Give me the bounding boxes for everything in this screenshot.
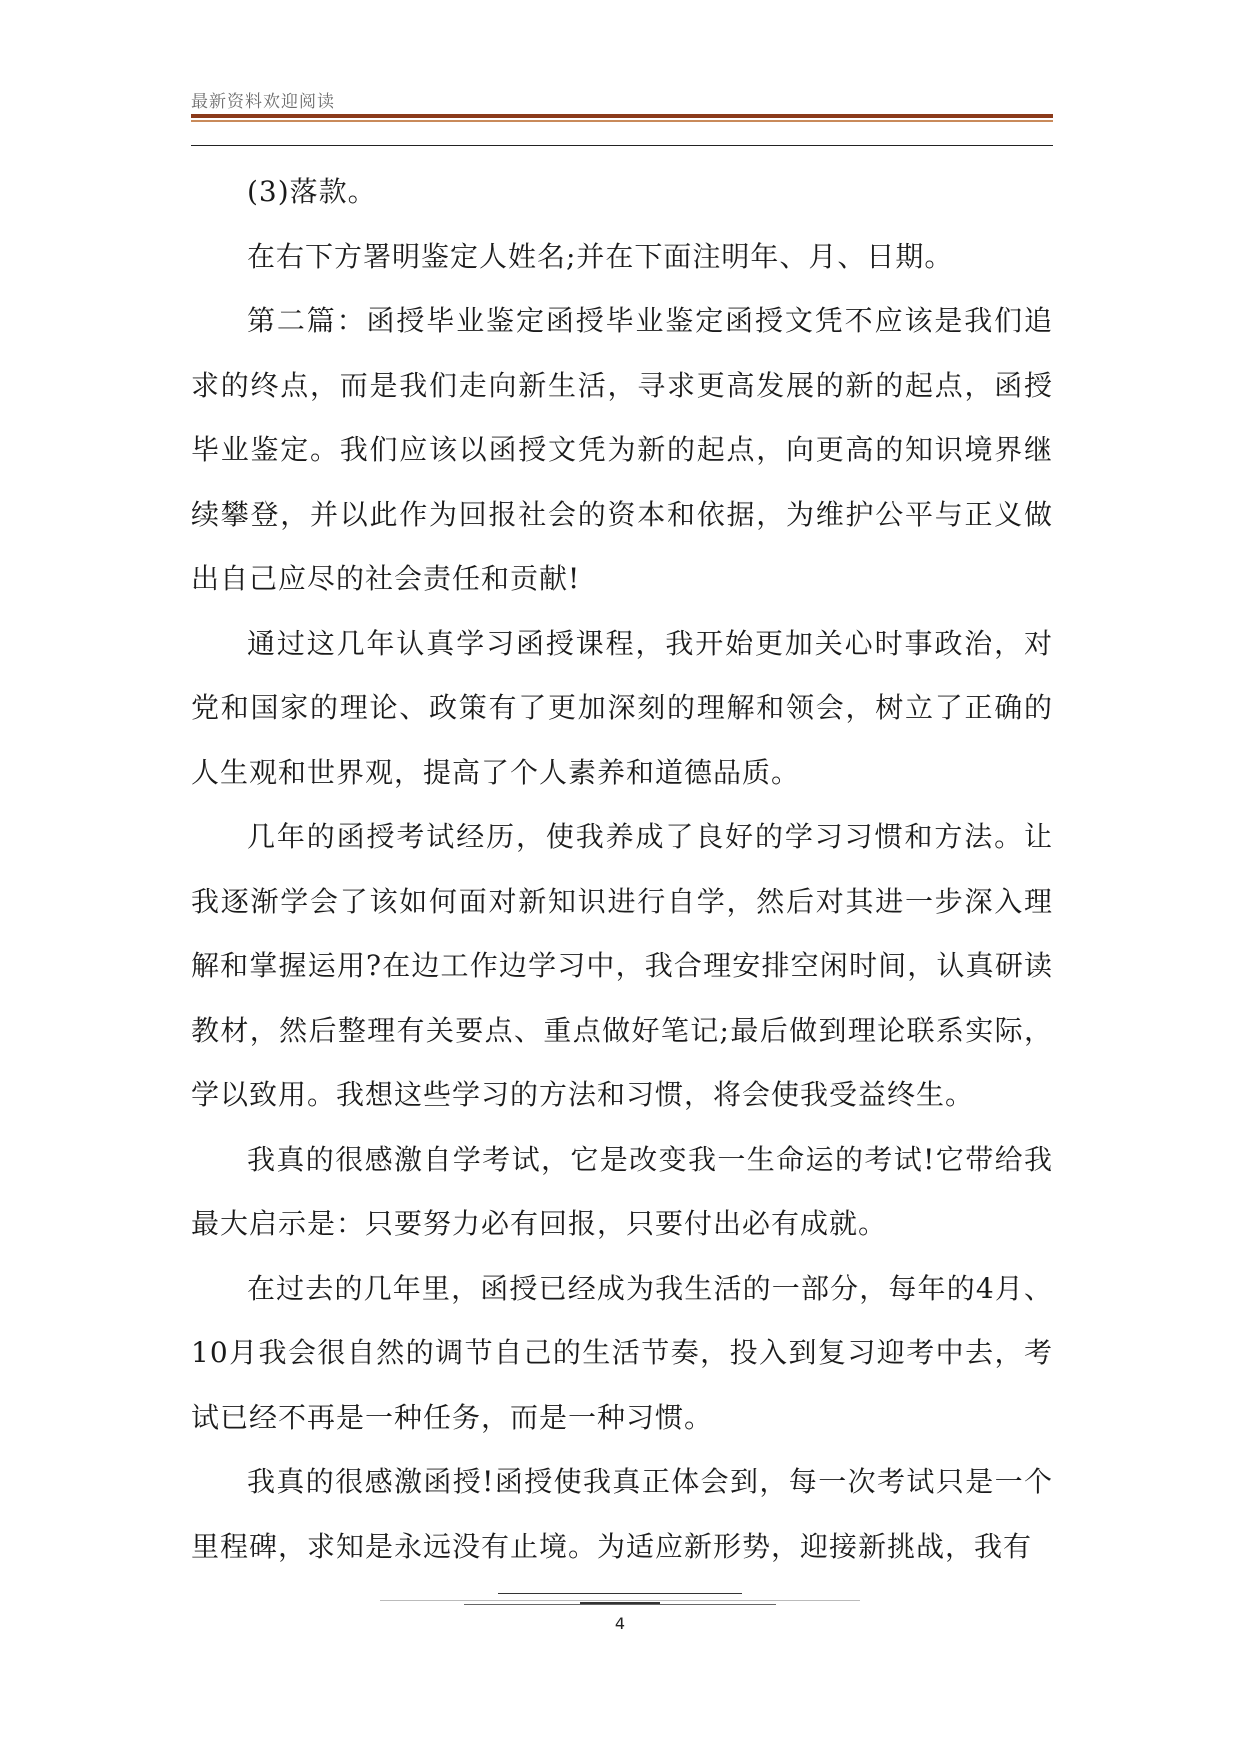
paragraph-signature-heading: (3)落款。	[247, 175, 377, 208]
footer-rules	[380, 1593, 860, 1613]
page-number: 4	[614, 1614, 626, 1633]
paragraph-exam-routine: 在过去的几年里，函授已经成为我生活的一部分，每年的4月、10月我会很自然的调节自己的生活节奏，投入到复习迎考中去，考试已经不再是一种任务，而是一种习惯。	[191, 1271, 1053, 1434]
paragraph-signature-note: 在右下方署明鉴定人姓名;并在下面注明年、月、日期。	[247, 239, 954, 273]
footer-rule-top	[498, 1593, 742, 1594]
footer-rule-mid	[464, 1604, 776, 1605]
paragraph-politics: 通过这几年认真学习函授课程，我开始更加关心时事政治，对党和国家的理论、政策有了更加深刻的理解和领会，树立了正确的人生观和世界观，提高了个人素养和道德品质。	[191, 626, 1053, 789]
paragraph-part-two-intro: 第二篇：函授毕业鉴定函授毕业鉴定函授文凭不应该是我们追求的终点，而是我们走向新生活，寻求更高发展的新的起点，函授毕业鉴定。我们应该以函授文凭为新的起点，向更高的知识境界继续攀登，并以此作为回报社会的资本和依据，为维护公平与正义做出自己应尽的社会责任和贡献!	[191, 304, 1053, 595]
footer-rule-center	[580, 1602, 660, 1604]
header-title: 最新资料欢迎阅读	[191, 92, 335, 112]
paragraph-study-habits: 几年的函授考试经历，使我养成了良好的学习习惯和方法。让我逐渐学会了该如何面对新知识进行自学，然后对其进一步深入理解和掌握运用?在边工作边学习中，我合理安排空闲时间，认真研读教材，然后整理有关要点、重点做好笔记;最后做到理论联系实际，学以致用。我想这些学习的方法和习惯，将会使我受益终生。	[191, 820, 1053, 1111]
paragraph-gratitude-correspondence: 我真的很感激函授!函授使我真正体会到，每一次考试只是一个里程碑，求知是永远没有止境。为适应新形势，迎接新挑战，我有	[191, 1465, 1053, 1563]
header-rule-thick	[191, 114, 1053, 118]
document-body	[191, 160, 1053, 1579]
header-rule-thin	[191, 145, 1053, 146]
header-rule-accent	[191, 120, 1053, 122]
paragraph-gratitude-exam: 我真的很感激自学考试，它是改变我一生命运的考试!它带给我最大启示是：只要努力必有回报，只要付出必有成就。	[191, 1142, 1053, 1240]
footer-rule-long	[380, 1600, 860, 1601]
